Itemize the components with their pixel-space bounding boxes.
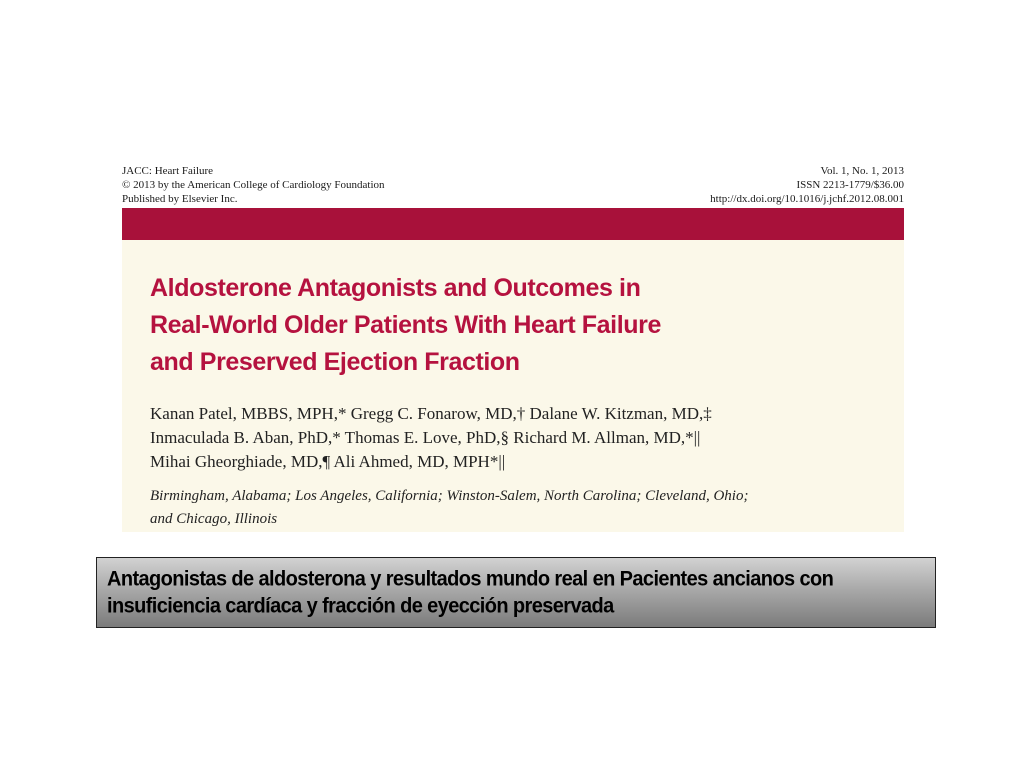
journal-info	[122, 164, 385, 206]
article-title	[150, 270, 870, 381]
translation-caption-box	[96, 557, 936, 628]
title-line: Aldosterone Antagonists and Outcomes in	[150, 274, 641, 302]
journal-header	[122, 164, 904, 208]
issue-info	[710, 164, 904, 206]
publisher-line: Published by Elsevier Inc.	[122, 193, 238, 205]
caption-line: insuficiencia cardíaca y fracción de eyección preservada	[107, 594, 614, 618]
doi-link: http://dx.doi.org/10.1016/j.jchf.2012.08.001	[710, 193, 904, 205]
title-line: Real-World Older Patients With Heart Failure	[150, 311, 661, 339]
issn-line: ISSN 2213-1779/$36.00	[796, 179, 904, 191]
author-line: Inmaculada B. Aban, PhD,* Thomas E. Love, PhD,§ Richard M. Allman, MD,*||	[150, 428, 701, 447]
journal-name: JACC: Heart Failure	[122, 165, 214, 177]
title-banner-bar	[122, 208, 904, 240]
author-line: Kanan Patel, MBBS, MPH,* Gregg C. Fonarow, MD,† Dalane W. Kitzman, MD,‡	[150, 404, 712, 423]
affiliation-list	[150, 485, 890, 531]
affiliation-line: Birmingham, Alabama; Los Angeles, California; Winston-Salem, North Carolina; Cleveland, Ohio;	[150, 488, 749, 504]
author-list	[150, 402, 890, 474]
affiliation-line: and Chicago, Illinois	[150, 511, 278, 527]
author-line: Mihai Gheorghiade, MD,¶ Ali Ahmed, MD, MPH*||	[150, 452, 506, 471]
caption-line: Antagonistas de aldosterona y resultados mundo real en Pacientes ancianos con	[107, 567, 834, 591]
article-header-panel	[122, 240, 904, 532]
translation-caption	[107, 566, 929, 620]
volume-line: Vol. 1, No. 1, 2013	[820, 165, 904, 177]
title-line: and Preserved Ejection Fraction	[150, 348, 520, 376]
copyright-line: © 2013 by the American College of Cardiology Foundation	[122, 179, 385, 191]
